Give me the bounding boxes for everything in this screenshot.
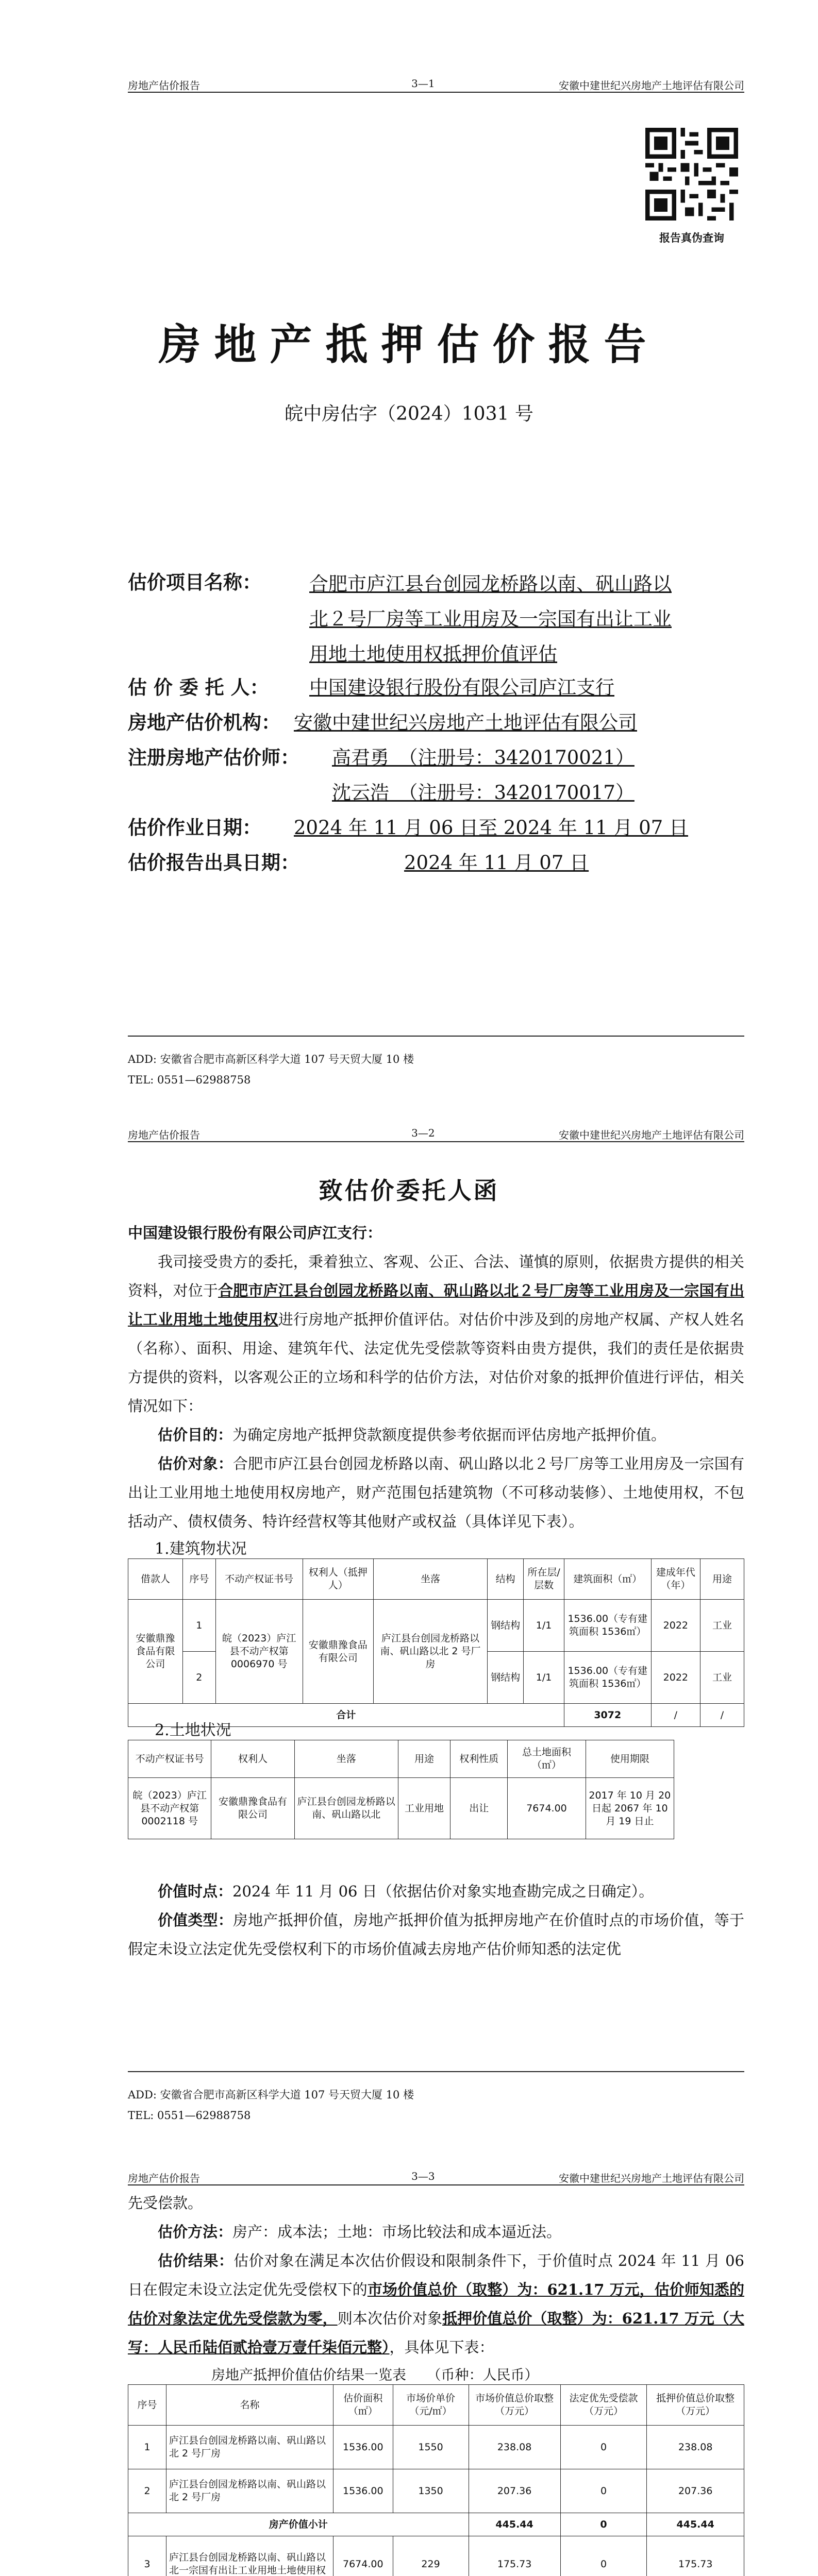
building-caption: 1.建筑物状况	[155, 1540, 247, 1558]
cell-structure: 钢结构	[488, 1652, 524, 1704]
appraiser-label: 注册房地产估价师：	[128, 746, 299, 769]
method-value: 房产：成本法；土地：市场比较法和成本逼近法。	[232, 2223, 562, 2241]
result-text-block	[128, 2189, 744, 2362]
total-area: 3072	[564, 1704, 651, 1727]
land-use: 工业用地	[398, 1778, 450, 1839]
header-page-number: 3—1	[411, 77, 435, 90]
r-name: 庐江县台创园龙桥路以南、矾山路以北 2 号厂房	[166, 2469, 333, 2513]
object-para	[128, 1449, 744, 1536]
footer-tel: TEL: 0551—62988758	[128, 1074, 251, 1086]
land-header-row	[128, 1740, 674, 1778]
r-no: 3	[128, 2536, 166, 2576]
para1-rest: 进行房地产抵押价值评估。对估价中涉及到的房地产权属、产权人姓名（名称）、面积、用途、建筑年代、法定优先受偿款等资料由贵方提供，我们的责任是依据贵方提供的资料，以客观公正的立场和科学的估价方法，对估价对象的抵押价值进行评估，相关情况如下：	[128, 1311, 744, 1415]
cell-use: 工业	[700, 1652, 744, 1704]
r-price: 229	[393, 2536, 469, 2576]
bh-owner: 权利人（抵押人）	[303, 1559, 373, 1600]
result-table	[128, 2384, 744, 2576]
r-name: 庐江县台创园龙桥路以南、矾山路以北一宗国有出让工业用地土地使用权	[166, 2536, 333, 2576]
footer-rule	[128, 2071, 744, 2072]
header-company: 安徽中建世纪兴房地产土地评估有限公司	[559, 1129, 744, 1141]
cell-borrower: 安徽鼎豫食品有限公司	[128, 1600, 183, 1704]
project-row	[128, 567, 744, 672]
letter-salutation: 中国建设银行股份有限公司庐江支行：	[128, 1224, 382, 1242]
land-location: 庐江县台创园龙桥路以南、矾山路以北	[294, 1778, 398, 1839]
r-price: 1350	[393, 2469, 469, 2513]
header-page-number: 3—2	[411, 1127, 435, 1139]
cell-cert: 皖（2023）庐江县不动产权第 0006970 号	[215, 1600, 303, 1704]
page-header	[128, 1127, 744, 1142]
para1-object: 合肥市庐江县台创园龙桥路以南、矾山路以北２号厂房等工业用房及一宗国有出让工业用地土地使用权	[128, 1282, 744, 1328]
header-left: 房地产估价报告	[128, 2172, 200, 2184]
lh-use: 用途	[398, 1740, 450, 1778]
footer-tel: TEL: 0551—62988758	[128, 2109, 251, 2122]
r-priority: 0	[560, 2469, 647, 2513]
footer-address: ADD: 安徽省合肥市高新区科学大道 107 号天贸大厦 10 楼	[128, 1053, 414, 1065]
total-year: /	[651, 1704, 700, 1727]
value-date-block	[128, 1877, 744, 1963]
cell-area: 1536.00（专有建筑面积 1536㎡）	[564, 1652, 651, 1704]
r-priority: 0	[560, 2536, 647, 2576]
land-nature: 出让	[450, 1778, 508, 1839]
value-date-para	[128, 1877, 744, 1906]
report-page-cover	[0, 0, 818, 1115]
para1-text: 我司接受贵方的委托，秉着独立、客观、公正、合法、谨慎的原则，依据贵方提供的相关资料，对位于	[128, 1253, 744, 1299]
issue-date-value: 2024 年 11 月 07 日	[404, 852, 589, 874]
cell-area: 1536.00（专有建筑面积 1536㎡）	[564, 1600, 651, 1652]
r-area: 1536.00	[333, 2469, 393, 2513]
cell-use: 工业	[700, 1600, 744, 1652]
work-date-value: 2024 年 11 月 06 日至 2024 年 11 月 07 日	[294, 817, 689, 839]
issue-date-row	[128, 847, 744, 882]
work-date-label: 估价作业日期：	[128, 816, 261, 839]
letter-body	[128, 1218, 744, 1536]
sub1-market: 445.44	[469, 2513, 560, 2536]
bh-location: 坐落	[373, 1559, 487, 1600]
purpose-para	[128, 1420, 744, 1449]
object-value: 合肥市庐江县台创园龙桥路以南、矾山路以北２号厂房等工业用房及一宗国有出让工业用地土地使用权房地产，财产范围包括建筑物（不可移动装修）、土地使用权，不包括动产、债权债务、特许经营权等其他财产或权益（具体详见下表）。	[128, 1455, 744, 1530]
result-mortgage-value: 抵押价值总价（取整）为：621.17 万元（大写：人民币陆佰贰拾壹万壹仟柒佰元整）	[128, 2310, 744, 2356]
r-area: 7674.00	[333, 2536, 393, 2576]
client-label: 估 价 委 托 人：	[128, 676, 269, 699]
bh-floor: 所在层/层数	[524, 1559, 564, 1600]
result-table-title: 房地产抵押价值估价结果一览表 （币种：人民币）	[211, 2367, 539, 2383]
r-market: 207.36	[469, 2469, 560, 2513]
cell-year: 2022	[651, 1652, 700, 1704]
rh-market: 市场价值总价取整（万元）	[469, 2385, 560, 2426]
cell-floor: 1/1	[524, 1652, 564, 1704]
letter-para-1	[128, 1247, 744, 1420]
agency-label: 房地产估价机构：	[128, 711, 280, 734]
r-no: 2	[128, 2469, 166, 2513]
cell-year: 2022	[651, 1600, 700, 1652]
r-price: 1550	[393, 2426, 469, 2469]
table-row	[128, 1600, 744, 1652]
cell-structure: 钢结构	[488, 1600, 524, 1652]
r-market: 175.73	[469, 2536, 560, 2576]
rh-no: 序号	[128, 2385, 166, 2426]
issue-date-label: 估价报告出具日期：	[128, 851, 299, 874]
purpose-label: 估价目的：	[158, 1426, 233, 1444]
value-type-para	[128, 1906, 744, 1963]
page-header	[128, 2170, 744, 2185]
r-mortgage: 238.08	[647, 2426, 744, 2469]
bh-cert: 不动产权证书号	[215, 1559, 303, 1600]
cell-owner: 安徽鼎豫食品有限公司	[303, 1600, 373, 1704]
bh-structure: 结构	[488, 1559, 524, 1600]
report-page-result	[0, 2169, 818, 2576]
cell-location: 庐江县台创园龙桥路以南、矾山路以北 2 号厂房	[373, 1600, 487, 1704]
rh-price: 市场价单价（元/㎡）	[393, 2385, 469, 2426]
client-row	[128, 672, 744, 707]
r-market: 238.08	[469, 2426, 560, 2469]
page-footer	[128, 1036, 744, 1090]
sub1-label: 房产价值小计	[128, 2513, 469, 2536]
cover-info-block	[128, 567, 744, 882]
page-header	[128, 77, 744, 93]
value-type-label: 价值类型：	[158, 1911, 233, 1929]
value-date-value: 2024 年 11 月 06 日（依据估价对象实地查勘完成之日确定）。	[232, 1883, 654, 1900]
header-left: 房地产估价报告	[128, 79, 200, 92]
building-header-row	[128, 1559, 744, 1600]
footer-address: ADD: 安徽省合肥市高新区科学大道 107 号天贸大厦 10 楼	[128, 2089, 414, 2101]
r-mortgage: 207.36	[647, 2469, 744, 2513]
appraiser-2: 沈云浩 （注册号：3420170017）	[332, 782, 635, 804]
appraiser-row	[128, 742, 744, 777]
cell-no: 2	[182, 1652, 215, 1704]
table-row	[128, 2426, 744, 2469]
method-para	[128, 2217, 744, 2246]
report-number: 皖中房估字（2024）1031 号	[285, 403, 533, 425]
total-label: 合计	[128, 1704, 564, 1727]
letter-title: 致估价委托人函	[319, 1177, 499, 1205]
rh-mortgage: 抵押价值总价取整（万元）	[647, 2385, 744, 2426]
sub1-priority: 0	[560, 2513, 647, 2536]
land-term: 2017 年 10 月 20 日起 2067 年 10 月 19 日止	[586, 1778, 674, 1839]
rh-priority: 法定优先受偿款（万元）	[560, 2385, 647, 2426]
project-value: 合肥市庐江县台创园龙桥路以南、矾山路以北２号厂房等工业用房及一宗国有出让工业用地土地使用权抵押价值评估	[309, 573, 672, 665]
cell-no: 1	[182, 1600, 215, 1652]
bh-year: 建成年代（年）	[651, 1559, 700, 1600]
agency-value: 安徽中建世纪兴房地产土地评估有限公司	[294, 711, 637, 734]
result-text-e: ，具体见下表：	[389, 2338, 494, 2356]
land-owner: 安徽鼎豫食品有限公司	[211, 1778, 294, 1839]
land-area: 7674.00	[508, 1778, 586, 1839]
total-use: /	[700, 1704, 744, 1727]
lh-area: 总土地面积（㎡）	[508, 1740, 586, 1778]
header-page-number: 3—3	[411, 2170, 435, 2182]
lh-cert: 不动产权证书号	[128, 1740, 211, 1778]
purpose-value: 为确定房地产抵押贷款额度提供参考依据而评估房地产抵押价值。	[232, 1426, 666, 1444]
r-name: 庐江县台创园龙桥路以南、矾山路以北 2 号厂房	[166, 2426, 333, 2469]
lh-term: 使用期限	[586, 1740, 674, 1778]
land-cert: 皖（2023）庐江县不动产权第 0002118 号	[128, 1778, 211, 1839]
qr-code-icon[interactable]	[645, 128, 738, 221]
result-subtotal-row	[128, 2513, 744, 2536]
r-priority: 0	[560, 2426, 647, 2469]
work-date-row	[128, 812, 744, 847]
sub1-mortgage: 445.44	[647, 2513, 744, 2536]
bh-borrower: 借款人	[128, 1559, 183, 1600]
result-text-a: 估价对象在满足本次估价假设和限制条件下，于价值时点 2024 年 11 月 06 日在假定未设立法定优先受偿权下的	[128, 2252, 744, 2298]
client-value: 中国建设银行股份有限公司庐江支行	[309, 676, 614, 699]
header-company: 安徽中建世纪兴房地产土地评估有限公司	[559, 2172, 744, 2184]
bh-area: 建筑面积（㎡）	[564, 1559, 651, 1600]
building-table	[128, 1558, 744, 1727]
rh-name: 名称	[166, 2385, 333, 2426]
header-left: 房地产估价报告	[128, 1129, 200, 1141]
agency-row	[128, 707, 744, 742]
page-footer	[128, 2071, 744, 2126]
value-type-cont: 先受偿款。	[128, 2194, 203, 2212]
cell-floor: 1/1	[524, 1600, 564, 1652]
result-para	[128, 2246, 744, 2362]
project-label: 估价项目名称：	[128, 571, 261, 594]
qr-caption: 报告真伪查询	[659, 231, 724, 244]
lh-location: 坐落	[294, 1740, 398, 1778]
object-label: 估价对象：	[158, 1455, 233, 1472]
table-row	[128, 2469, 744, 2513]
r-area: 1536.00	[333, 2426, 393, 2469]
r-mortgage: 175.73	[647, 2536, 744, 2576]
table-row	[128, 1778, 674, 1839]
r-no: 1	[128, 2426, 166, 2469]
value-date-label: 价值时点：	[158, 1883, 233, 1900]
value-type-value: 房地产抵押价值，房地产抵押价值为抵押房地产在价值时点的市场价值，等于假定未设立法定优先受偿权利下的市场价值减去房地产估价师知悉的法定优	[128, 1911, 744, 1958]
rh-area: 估价面积（㎡）	[333, 2385, 393, 2426]
report-page-letter	[0, 1115, 818, 2169]
table-row	[128, 2536, 744, 2576]
lh-owner: 权利人	[211, 1740, 294, 1778]
bh-use: 用途	[700, 1559, 744, 1600]
result-text-c: 则本次估价对象	[337, 2310, 443, 2327]
header-company: 安徽中建世纪兴房地产土地评估有限公司	[559, 79, 744, 92]
appraiser-row-2	[128, 777, 744, 812]
land-table	[128, 1740, 674, 1839]
report-title: 房地产抵押估价报告	[158, 320, 660, 369]
result-market-value: 市场价值总价（取整）为：621.17 万元，估价师知悉的估价对象法定优先受偿款为零，	[128, 2281, 744, 2327]
lh-nature: 权利性质	[450, 1740, 508, 1778]
land-caption: 2.土地状况	[155, 1721, 231, 1739]
result-header-row	[128, 2385, 744, 2426]
bh-no: 序号	[182, 1559, 215, 1600]
footer-rule	[128, 1036, 744, 1037]
appraiser-1: 高君勇 （注册号：3420170021）	[332, 747, 635, 769]
result-label: 估价结果：	[158, 2252, 234, 2269]
method-label: 估价方法：	[158, 2223, 233, 2241]
